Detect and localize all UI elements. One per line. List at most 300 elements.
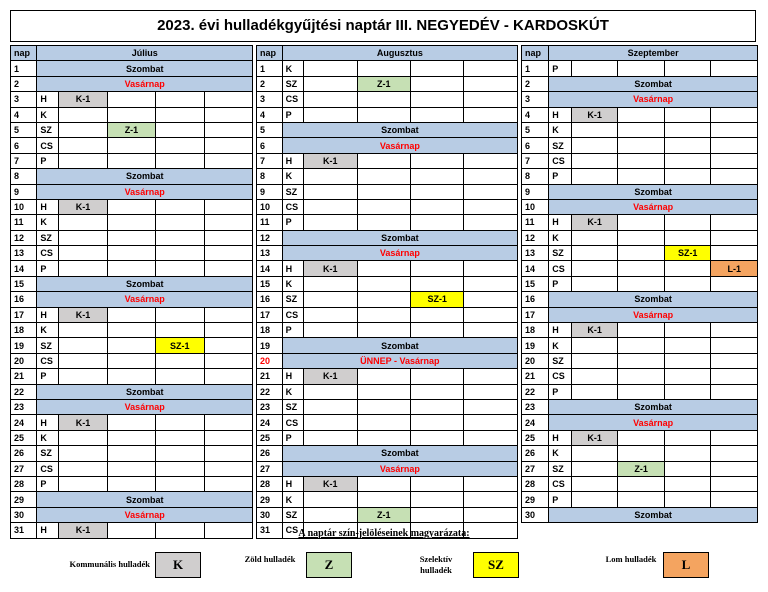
empty-cell — [59, 430, 107, 445]
day-row — [522, 92, 758, 107]
empty-cell — [357, 307, 410, 322]
empty-cell — [410, 476, 463, 491]
empty-cell — [618, 384, 665, 399]
weekday: H — [282, 261, 303, 276]
day-number: 24 — [522, 415, 549, 430]
collection-event: K-1 — [304, 476, 357, 491]
empty-cell — [357, 153, 410, 168]
weekday: SZ — [37, 338, 59, 353]
day-row — [257, 76, 518, 91]
weekday: K — [282, 169, 303, 184]
day-number: 1 — [522, 61, 549, 76]
weekday: K — [549, 338, 572, 353]
empty-cell — [571, 138, 618, 153]
empty-cell — [711, 446, 758, 461]
empty-cell — [357, 215, 410, 230]
empty-cell — [107, 461, 155, 476]
empty-cell — [618, 476, 665, 491]
empty-cell — [357, 415, 410, 430]
day-number: 24 — [257, 415, 283, 430]
calendar-august — [256, 45, 518, 539]
day-row — [257, 507, 518, 522]
empty-cell — [107, 230, 155, 245]
day-number: 5 — [11, 122, 37, 137]
sunday-label: Vasárnap — [549, 307, 758, 322]
saturday-label: Szombat — [282, 446, 517, 461]
weekday: CS — [549, 476, 572, 491]
weekday: SZ — [282, 292, 303, 307]
empty-cell — [156, 153, 204, 168]
empty-cell — [664, 261, 711, 276]
weekday: CS — [549, 369, 572, 384]
legend-swatch-sz: SZ — [473, 552, 519, 578]
collection-event: Z-1 — [107, 122, 155, 137]
empty-cell — [156, 122, 204, 137]
weekday: P — [37, 369, 59, 384]
empty-cell — [571, 476, 618, 491]
empty-cell — [357, 384, 410, 399]
month-header-row — [522, 46, 758, 61]
day-row — [257, 107, 518, 122]
empty-cell — [304, 430, 357, 445]
empty-cell — [156, 261, 204, 276]
weekday: SZ — [282, 76, 303, 91]
empty-cell — [618, 138, 665, 153]
empty-cell — [107, 446, 155, 461]
empty-cell — [464, 215, 518, 230]
empty-cell — [357, 61, 410, 76]
day-number: 3 — [522, 92, 549, 107]
day-row — [11, 184, 253, 199]
empty-cell — [664, 323, 711, 338]
collection-event: K-1 — [59, 523, 107, 538]
empty-cell — [571, 230, 618, 245]
empty-cell — [156, 246, 204, 261]
day-number: 12 — [522, 230, 549, 245]
weekday: CS — [282, 523, 303, 538]
day-row — [522, 138, 758, 153]
empty-cell — [304, 323, 357, 338]
empty-cell — [410, 169, 463, 184]
empty-cell — [204, 353, 253, 368]
empty-cell — [618, 61, 665, 76]
collection-event: K-1 — [59, 92, 107, 107]
empty-cell — [204, 461, 253, 476]
empty-cell — [618, 230, 665, 245]
empty-cell — [664, 230, 711, 245]
saturday-label: Szombat — [282, 230, 517, 245]
empty-cell — [59, 446, 107, 461]
day-row — [522, 184, 758, 199]
month-name: Augusztus — [282, 46, 517, 61]
empty-cell — [357, 430, 410, 445]
empty-cell — [59, 246, 107, 261]
day-number: 11 — [11, 215, 37, 230]
empty-cell — [304, 169, 357, 184]
collection-event: SZ-1 — [410, 292, 463, 307]
legend-swatch-k: K — [155, 552, 201, 578]
sunday-label: Vasárnap — [549, 415, 758, 430]
empty-cell — [664, 369, 711, 384]
collection-event: K-1 — [571, 107, 618, 122]
empty-cell — [711, 323, 758, 338]
saturday-label: Szombat — [282, 122, 517, 137]
empty-cell — [464, 430, 518, 445]
empty-cell — [59, 215, 107, 230]
empty-cell — [304, 92, 357, 107]
empty-cell — [410, 507, 463, 522]
empty-cell — [357, 169, 410, 184]
empty-cell — [204, 230, 253, 245]
day-row — [257, 307, 518, 322]
empty-cell — [571, 169, 618, 184]
day-number: 22 — [257, 384, 283, 399]
empty-cell — [410, 307, 463, 322]
day-row — [11, 307, 253, 322]
weekday: P — [549, 169, 572, 184]
empty-cell — [464, 307, 518, 322]
empty-cell — [204, 323, 253, 338]
empty-cell — [664, 476, 711, 491]
empty-cell — [711, 61, 758, 76]
saturday-label: Szombat — [37, 276, 253, 291]
day-row — [257, 476, 518, 491]
empty-cell — [107, 246, 155, 261]
day-row — [257, 246, 518, 261]
day-row — [522, 323, 758, 338]
empty-cell — [204, 92, 253, 107]
day-row — [257, 138, 518, 153]
weekday: K — [282, 276, 303, 291]
empty-cell — [711, 122, 758, 137]
empty-cell — [156, 138, 204, 153]
day-number: 28 — [522, 476, 549, 491]
empty-cell — [464, 276, 518, 291]
day-number: 3 — [11, 92, 37, 107]
empty-cell — [571, 122, 618, 137]
weekday: CS — [282, 92, 303, 107]
day-row — [522, 261, 758, 276]
day-number: 9 — [257, 184, 283, 199]
empty-cell — [357, 199, 410, 214]
empty-cell — [204, 261, 253, 276]
empty-cell — [107, 153, 155, 168]
weekday: P — [282, 323, 303, 338]
day-number: 14 — [522, 261, 549, 276]
sunday-label: Vasárnap — [549, 199, 758, 214]
empty-cell — [711, 492, 758, 507]
empty-cell — [156, 430, 204, 445]
day-row — [11, 369, 253, 384]
day-row — [11, 169, 253, 184]
empty-cell — [571, 446, 618, 461]
day-row — [257, 446, 518, 461]
empty-cell — [464, 61, 518, 76]
day-row — [522, 153, 758, 168]
empty-cell — [304, 184, 357, 199]
empty-cell — [204, 415, 253, 430]
day-number: 6 — [522, 138, 549, 153]
day-number: 17 — [257, 307, 283, 322]
collection-event: Z-1 — [357, 76, 410, 91]
day-row — [11, 476, 253, 491]
legend-label: Zöld hulladék — [244, 554, 296, 564]
weekday: CS — [37, 461, 59, 476]
empty-cell — [571, 338, 618, 353]
day-number: 7 — [522, 153, 549, 168]
empty-cell — [464, 399, 518, 414]
legend-label: Szelektív hulladék — [419, 554, 453, 575]
day-number: 2 — [11, 76, 37, 91]
collection-event: K-1 — [304, 369, 357, 384]
empty-cell — [156, 476, 204, 491]
empty-cell — [204, 307, 253, 322]
day-row — [11, 246, 253, 261]
day-row — [522, 307, 758, 322]
weekday: CS — [37, 353, 59, 368]
day-number: 5 — [522, 122, 549, 137]
empty-cell — [59, 122, 107, 137]
day-number: 22 — [11, 384, 37, 399]
day-row — [257, 153, 518, 168]
empty-cell — [304, 384, 357, 399]
weekday: P — [282, 430, 303, 445]
day-row — [11, 276, 253, 291]
day-number: 19 — [11, 338, 37, 353]
day-row — [257, 122, 518, 137]
empty-cell — [107, 430, 155, 445]
empty-cell — [410, 276, 463, 291]
day-number: 15 — [522, 276, 549, 291]
weekday: P — [549, 61, 572, 76]
weekday: SZ — [37, 122, 59, 137]
sunday-label: ÜNNEP - Vasárnap — [282, 353, 517, 368]
day-number: 18 — [522, 323, 549, 338]
day-number: 8 — [11, 169, 37, 184]
empty-cell — [464, 76, 518, 91]
day-number: 29 — [257, 492, 283, 507]
collection-event: K-1 — [59, 199, 107, 214]
empty-cell — [357, 261, 410, 276]
weekday: K — [37, 323, 59, 338]
month-name: Július — [37, 46, 253, 61]
empty-cell — [664, 461, 711, 476]
empty-cell — [156, 307, 204, 322]
day-number: 28 — [11, 476, 37, 491]
day-row — [522, 353, 758, 368]
day-number: 11 — [257, 215, 283, 230]
day-number: 9 — [522, 184, 549, 199]
day-number: 29 — [11, 492, 37, 507]
day-number: 2 — [257, 76, 283, 91]
empty-cell — [304, 492, 357, 507]
empty-cell — [204, 338, 253, 353]
day-row — [257, 61, 518, 76]
empty-cell — [357, 107, 410, 122]
empty-cell — [304, 399, 357, 414]
weekday: K — [37, 107, 59, 122]
empty-cell — [711, 276, 758, 291]
empty-cell — [204, 246, 253, 261]
weekday: SZ — [549, 138, 572, 153]
month-header-row — [11, 46, 253, 61]
empty-cell — [204, 153, 253, 168]
weekday: CS — [37, 138, 59, 153]
empty-cell — [410, 199, 463, 214]
day-number: 21 — [11, 369, 37, 384]
day-row — [11, 261, 253, 276]
month-name: Szeptember — [549, 46, 758, 61]
empty-cell — [664, 122, 711, 137]
empty-cell — [711, 215, 758, 230]
collection-event: K-1 — [59, 415, 107, 430]
day-row — [522, 461, 758, 476]
empty-cell — [618, 276, 665, 291]
empty-cell — [410, 323, 463, 338]
empty-cell — [107, 307, 155, 322]
empty-cell — [618, 323, 665, 338]
weekday: H — [282, 369, 303, 384]
weekday: CS — [282, 307, 303, 322]
empty-cell — [571, 153, 618, 168]
day-row — [11, 230, 253, 245]
weekday: H — [37, 415, 59, 430]
weekday: P — [37, 153, 59, 168]
weekday: K — [282, 384, 303, 399]
day-row — [522, 399, 758, 414]
saturday-label: Szombat — [549, 76, 758, 91]
day-row — [257, 276, 518, 291]
empty-cell — [618, 369, 665, 384]
sunday-label: Vasárnap — [282, 138, 517, 153]
day-row — [11, 492, 253, 507]
day-row — [11, 323, 253, 338]
weekday: P — [549, 384, 572, 399]
weekday: SZ — [37, 230, 59, 245]
empty-cell — [571, 492, 618, 507]
empty-cell — [711, 230, 758, 245]
empty-cell — [464, 323, 518, 338]
day-number: 22 — [522, 384, 549, 399]
weekday: H — [37, 92, 59, 107]
empty-cell — [410, 107, 463, 122]
day-row — [522, 169, 758, 184]
empty-cell — [618, 430, 665, 445]
empty-cell — [410, 215, 463, 230]
collection-event: K-1 — [304, 153, 357, 168]
weekday: H — [282, 476, 303, 491]
calendar-september — [521, 45, 758, 523]
empty-cell — [664, 338, 711, 353]
day-row — [11, 153, 253, 168]
day-row — [522, 369, 758, 384]
empty-cell — [711, 153, 758, 168]
day-row — [11, 92, 253, 107]
day-number: 12 — [11, 230, 37, 245]
day-number: 8 — [257, 169, 283, 184]
empty-cell — [464, 492, 518, 507]
empty-cell — [618, 153, 665, 168]
empty-cell — [204, 138, 253, 153]
weekday: CS — [37, 246, 59, 261]
day-number: 1 — [257, 61, 283, 76]
collection-event: K-1 — [571, 215, 618, 230]
empty-cell — [711, 369, 758, 384]
day-number: 6 — [11, 138, 37, 153]
empty-cell — [156, 446, 204, 461]
empty-cell — [59, 323, 107, 338]
weekday: H — [549, 430, 572, 445]
day-number: 31 — [11, 523, 37, 538]
empty-cell — [59, 369, 107, 384]
day-row — [11, 384, 253, 399]
day-row — [257, 338, 518, 353]
weekday: K — [549, 230, 572, 245]
empty-cell — [357, 292, 410, 307]
day-row — [257, 353, 518, 368]
empty-cell — [156, 107, 204, 122]
empty-cell — [664, 153, 711, 168]
empty-cell — [156, 415, 204, 430]
day-row — [522, 446, 758, 461]
day-row — [522, 492, 758, 507]
empty-cell — [464, 369, 518, 384]
empty-cell — [410, 153, 463, 168]
empty-cell — [107, 215, 155, 230]
day-number: 11 — [522, 215, 549, 230]
weekday: H — [549, 215, 572, 230]
empty-cell — [204, 446, 253, 461]
weekday: K — [282, 61, 303, 76]
empty-cell — [107, 353, 155, 368]
weekday: CS — [282, 415, 303, 430]
weekday: P — [549, 276, 572, 291]
empty-cell — [357, 323, 410, 338]
empty-cell — [357, 184, 410, 199]
weekday: P — [282, 215, 303, 230]
collection-event: SZ-1 — [156, 338, 204, 353]
day-number: 7 — [257, 153, 283, 168]
empty-cell — [107, 138, 155, 153]
day-number: 28 — [257, 476, 283, 491]
empty-cell — [711, 430, 758, 445]
empty-cell — [464, 199, 518, 214]
day-number: 21 — [522, 369, 549, 384]
empty-cell — [59, 476, 107, 491]
collection-event: K-1 — [571, 323, 618, 338]
day-row — [522, 215, 758, 230]
empty-cell — [464, 507, 518, 522]
day-row — [11, 461, 253, 476]
empty-cell — [618, 169, 665, 184]
day-number: 4 — [522, 107, 549, 122]
empty-cell — [664, 215, 711, 230]
day-number: 30 — [257, 507, 283, 522]
day-number: 26 — [11, 446, 37, 461]
weekday: K — [549, 122, 572, 137]
day-row — [257, 184, 518, 199]
empty-cell — [304, 76, 357, 91]
legend-swatch-z: Z — [306, 552, 352, 578]
weekday: H — [282, 153, 303, 168]
day-number: 10 — [11, 199, 37, 214]
day-number: 8 — [522, 169, 549, 184]
empty-cell — [357, 399, 410, 414]
empty-cell — [618, 338, 665, 353]
day-row — [522, 199, 758, 214]
empty-cell — [618, 446, 665, 461]
legend-item-kommunalis — [40, 550, 210, 582]
